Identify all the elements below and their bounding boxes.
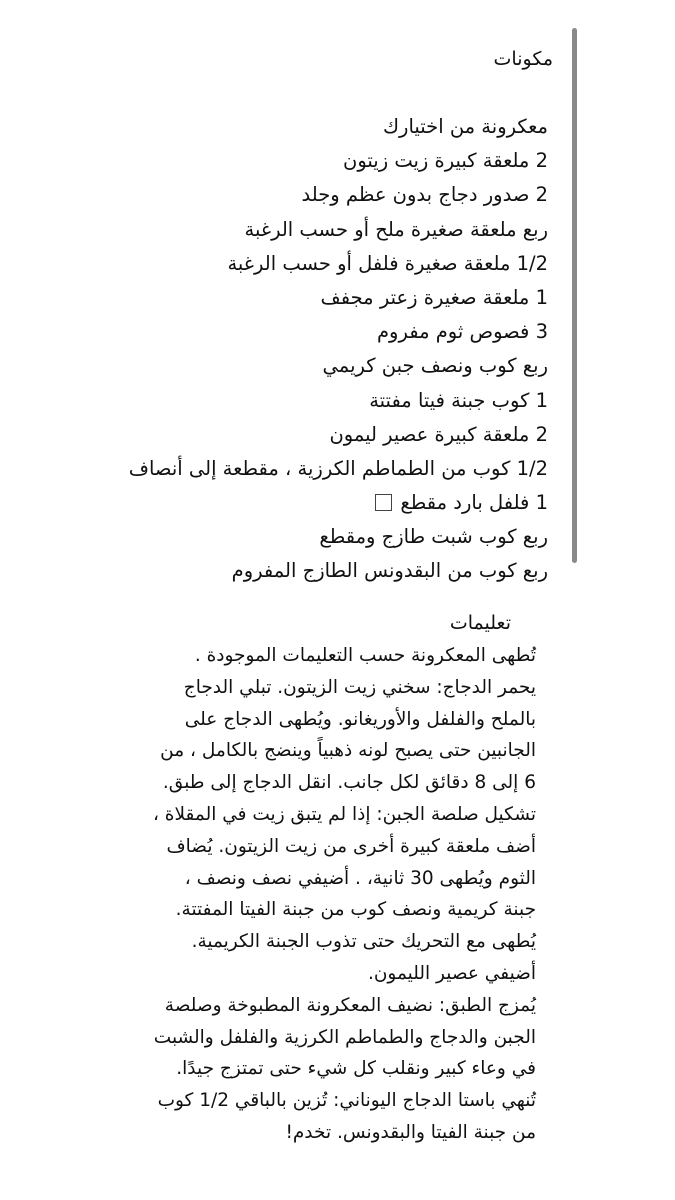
- list-item: [129, 110, 548, 144]
- ingredient-text: 3 فصوص ثوم مفروم: [376, 320, 548, 344]
- instruction-line: تُنهي باستا الدجاج اليوناني: تُزين بالباقي 1/2 كوب: [157, 1090, 536, 1112]
- instructions-body: [106, 640, 536, 1149]
- list-item: [129, 178, 548, 212]
- instruction-line: يُطهى مع التحريك حتى تذوب الجبنة الكريمية.: [191, 931, 536, 953]
- ingredients-list: [129, 110, 548, 589]
- instruction-line: في وعاء كبير ونقلب كل شيء حتى تمتزج جيدًا.: [176, 1058, 536, 1080]
- ingredient-text: معكرونة من اختيارك: [382, 115, 548, 138]
- list-item: [129, 486, 548, 520]
- instruction-line: من جبنة الفيتا والبقدونس. تخدم!: [285, 1121, 536, 1143]
- list-item: [129, 315, 548, 349]
- instruction-line: يُمزج الطبق: نضيف المعكرونة المطبوخة وصلصة: [164, 994, 536, 1016]
- instruction-line: الجانبين حتى يصبح لونه ذهبياً وينضج بالكامل ، من: [160, 740, 536, 762]
- instruction-line: تشكيل صلصة الجبن: إذا لم يتبق زيت في المقلاة ،: [152, 803, 536, 825]
- ingredient-text: 1 فلفل بارد مقطع: [400, 491, 548, 515]
- list-item: [129, 384, 548, 418]
- ingredient-text: ربع كوب من البقدونس الطازج المفروم: [231, 559, 548, 583]
- instruction-line: 6 إلى 8 دقائق لكل جانب. انقل الدجاج إلى طبق.: [162, 772, 536, 794]
- ingredient-text: ربع كوب ونصف جبن كريمي: [322, 354, 548, 378]
- instruction-line: جبنة كريمية ونصف كوب من جبنة الفيتا المفتتة.: [175, 899, 536, 921]
- list-item: [129, 349, 548, 383]
- scrollbar[interactable]: [572, 28, 577, 563]
- list-item: [129, 554, 548, 588]
- instruction-line: الثوم ويُطهى 30 ثانية، . أضيفي نصف ونصف ،: [184, 867, 536, 889]
- instruction-line: أضيفي عصير الليمون.: [367, 962, 536, 984]
- instruction-line: أضف ملعقة كبيرة أخرى من زيت الزيتون. يُضاف: [166, 835, 536, 857]
- list-item: [129, 247, 548, 281]
- instruction-line: يحمر الدجاج: سخني زيت الزيتون. تبلي الدجاج: [183, 676, 536, 698]
- ingredient-text: ربع ملعقة صغيرة ملح أو حسب الرغبة: [244, 217, 548, 241]
- list-item: [129, 281, 548, 315]
- ingredient-text: 2 ملعقة كبيرة زيت زيتون: [343, 149, 548, 173]
- ingredient-text: 1 كوب جبنة فيتا مفتتة: [369, 388, 548, 412]
- ingredient-text: 2 ملعقة كبيرة عصير ليمون: [329, 422, 548, 446]
- instruction-line: تُطهى المعكرونة حسب التعليمات الموجودة .: [194, 645, 536, 666]
- instruction-line: الجبن والدجاج والطماطم الكرزية والفلفل والشبت: [153, 1026, 536, 1048]
- instruction-line: بالملح والفلفل والأوريغانو. ويُطهى الدجاج على: [184, 708, 536, 730]
- instructions-heading: تعليمات: [449, 612, 511, 634]
- list-item: [129, 144, 548, 178]
- checkbox[interactable]: [375, 494, 392, 511]
- list-item: [129, 520, 548, 554]
- list-item: [129, 418, 548, 452]
- ingredient-text: 1/2 ملعقة صغيرة فلفل أو حسب الرغبة: [227, 251, 548, 275]
- ingredient-text: 2 صدور دجاج بدون عظم وجلد: [301, 183, 548, 207]
- ingredients-heading: مكونات: [493, 48, 553, 70]
- ingredient-text: ربع كوب شبت طازج ومقطع: [319, 525, 548, 549]
- ingredient-text: 1 ملعقة صغيرة زعتر مجفف: [320, 285, 548, 309]
- list-item: [129, 452, 548, 486]
- list-item: [129, 213, 548, 247]
- ingredient-text: 1/2 كوب من الطماطم الكرزية ، مقطعة إلى أنصاف: [128, 456, 548, 480]
